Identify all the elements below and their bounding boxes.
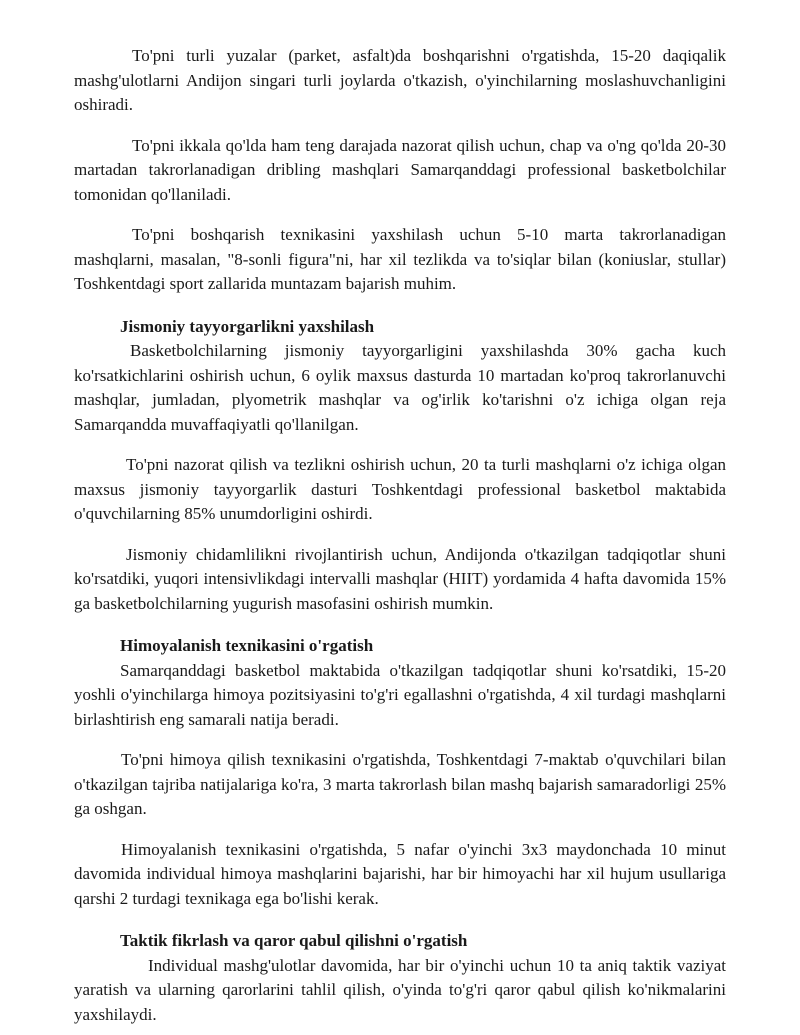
section-heading: Jismoniy tayyorgarlikni yaxshilash (120, 316, 375, 336)
document-page (74, 44, 726, 1027)
paragraph: To'pni himoya qilish texnikasini o'rgatishda, Toshkentdagi 7-maktab o'quvchilari bilan o'tkazilgan tajriba natijalariga ko'ra, 3 marta takrorlash bilan mashq bajarish samaradorligi 25% ga oshgan. (74, 750, 726, 818)
paragraph: To'pni boshqarish texnikasini yaxshilash uchun 5-10 marta takrorlanadigan mashqlarni, masalan, "8-sonli figura"ni, har xil tezlikda va to'siqlar bilan (koniuslar, stullar) Toshkentdagi sport zallarida muntazam bajarish muhim. (74, 225, 726, 293)
section-heading: Himoyalanish texnikasini o'rgatish (120, 636, 374, 655)
paragraph: Himoyalanish texnikasini o'rgatishda, 5 nafar o'yinchi 3x3 maydonchada 10 minut davomida individual himoya mashqlarini bajarishi, har bir himoyachi har xil hujum usullariga qarshi 2 turdagi texnikaga ega bo'lishi kerak. (74, 839, 726, 908)
paragraph: To'pni nazorat qilish va tezlikni oshirish uchun, 20 ta turli mashqlarni o'z ichiga olgan maxsus jismoniy tayyorgarlik dasturi Toshkentdagi professional basketbol maktabida o'quvchilarning 85% unumdorligini oshirdi. (74, 455, 726, 523)
paragraph: To'pni turli yuzalar (parket, asfalt)da boshqarishni o'rgatishda, 15-20 daqiqalik mashg'ulotlarni Andijon singari turli joylarda o'tkazish, o'yinchilarning moslashuvchanligini oshiradi. (74, 46, 726, 114)
paragraph: To'pni ikkala qo'lda ham teng darajada nazorat qilish uchun, chap va o'ng qo'lda 20-30 martadan takrorlanadigan dribling mashqlari Samarqanddagi professional basketbolchilar tomonidan qo'llaniladi. (74, 135, 726, 204)
paragraph: Individual mashg'ulotlar davomida, har bir o'yinchi uchun 10 ta aniq taktik vaziyat yaratish va ularning qarorlarini tahlil qilish, o'yinda to'g'ri qaror qabul qilish ko'nikmalarini yaxshilaydi. (74, 955, 726, 1024)
section-heading: Taktik fikrlash va qaror qabul qilishni o'rgatish (120, 931, 468, 950)
paragraph: Samarqanddagi basketbol maktabida o'tkazilgan tadqiqotlar shuni ko'rsatdiki, 15-20 yoshli o'yinchilarga himoya pozitsiyasini to'g'ri egallashni o'rgatishda, 4 xil turdagi mashqlarni birlashtirish eng samarali natija beradi. (74, 660, 726, 729)
paragraph: Jismoniy chidamlilikni rivojlantirish uchun, Andijonda o'tkazilgan tadqiqotlar shuni ko'rsatdiki, yuqori intensivlikdagi intervalli mashqlar (HIIT) yordamida 4 hafta davomida 15% ga basketbolchilarning yugurish masofasini oshirish mumkin. (74, 544, 726, 613)
paragraph: Basketbolchilarning jismoniy tayyorgarligini yaxshilashda 30% gacha kuch ko'rsatkichlarini oshirish uchun, 6 oylik maxsus dasturda 10 martadan ko'proq takrorlanuvchi mashqlar, jumladan, plyometrik mashqlar va og'irlik ko'tarishni o'z ichiga olgan reja Samarqandda muvaffaqiyatli qo'llanilgan. (74, 341, 726, 434)
